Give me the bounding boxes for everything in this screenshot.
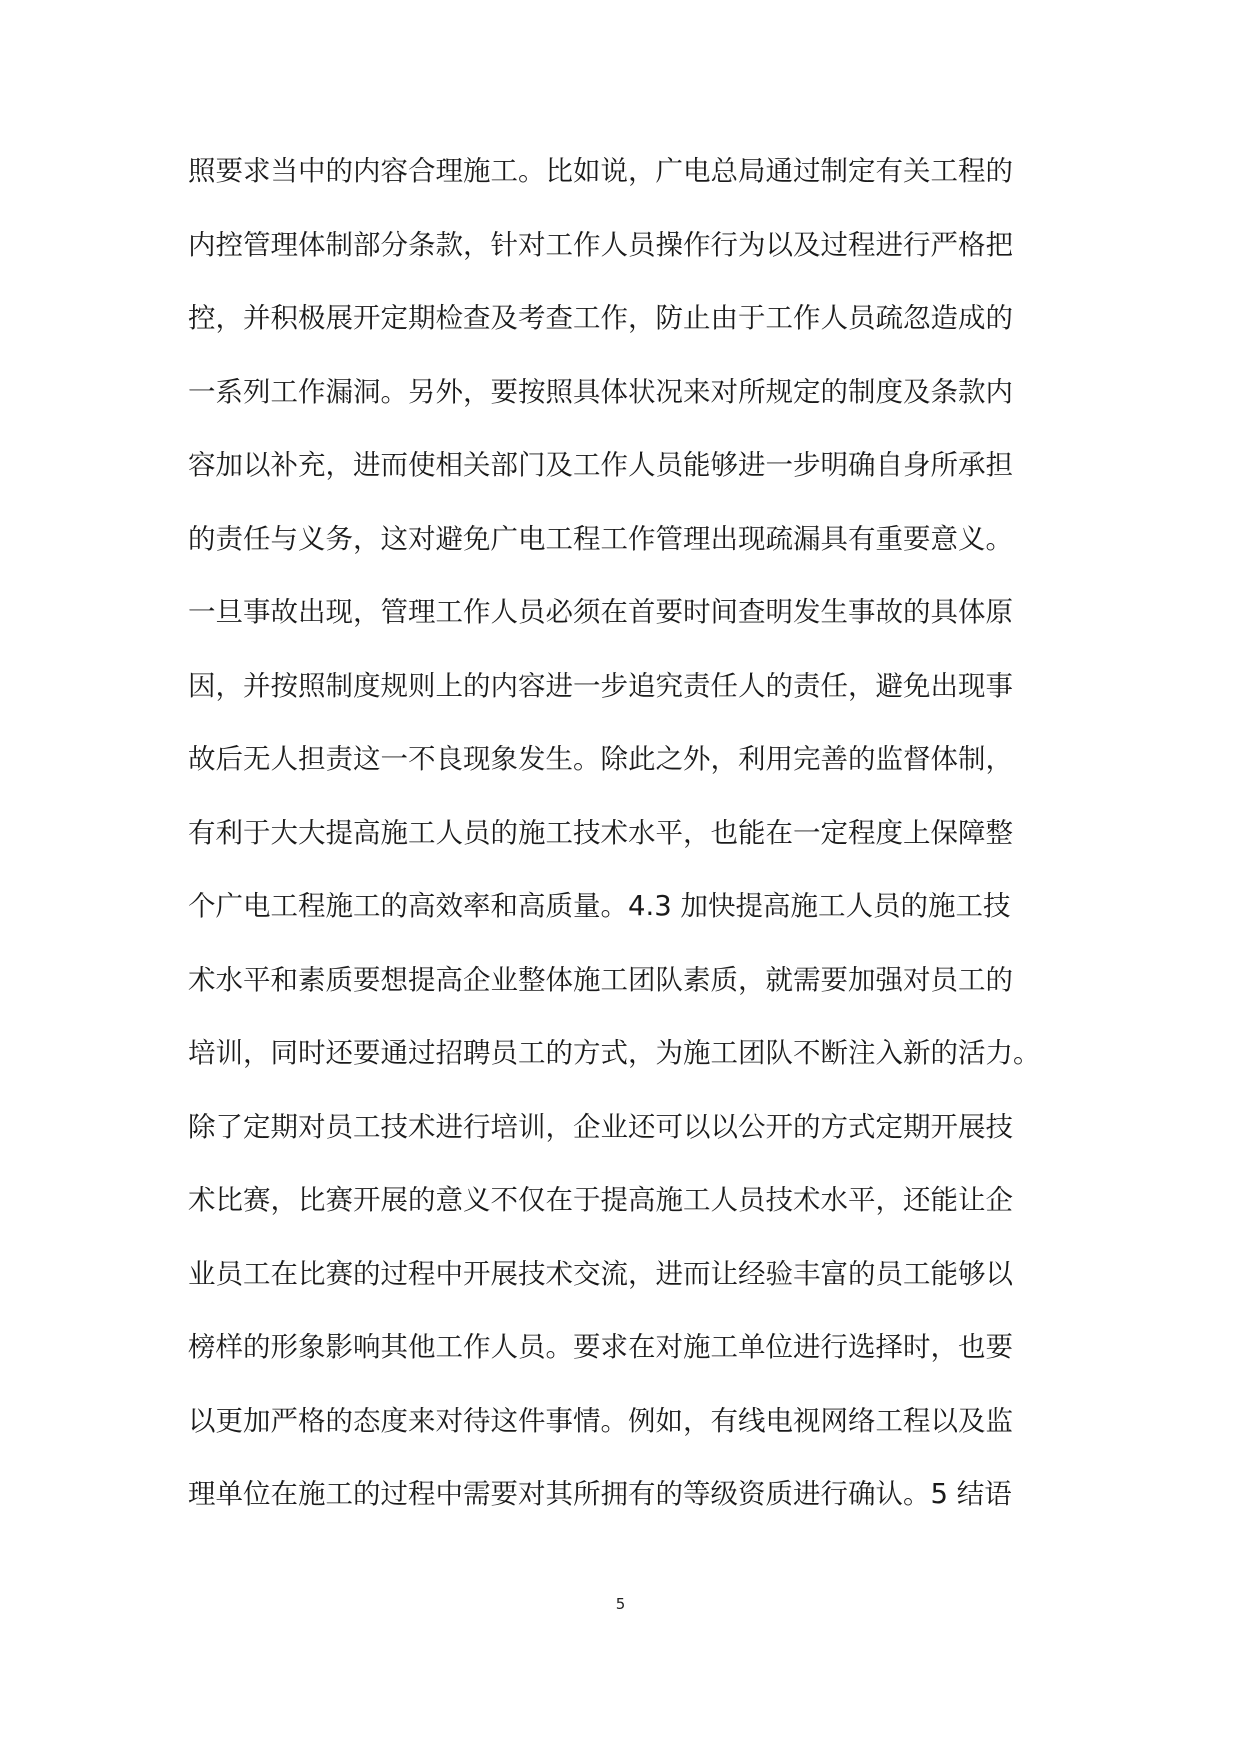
text-line: 以更加严格的态度来对待这件事情。例如，有线电视网络工程以及监 [188, 1404, 1013, 1437]
text-line: 容加以补充，进而使相关部门及工作人员能够进一步明确自身所承担 [188, 449, 1013, 481]
text-line: 术比赛，比赛开展的意义不仅在于提高施工人员技术水平，还能让企 [188, 1184, 1013, 1216]
text-line: 一系列工作漏洞。另外，要按照具体状况来对所规定的制度及条款内 [188, 375, 1013, 408]
page-number: 5 [615, 1595, 626, 1613]
text-line: 理单位在施工的过程中需要对其所拥有的等级资质进行确认。5 结语 [188, 1478, 1012, 1510]
text-line: 术水平和素质要想提高企业整体施工团队素质，就需要加强对员工的 [188, 963, 1013, 996]
text-line: 除了定期对员工技术进行培训，企业还可以以公开的方式定期开展技 [188, 1110, 1013, 1143]
text-line: 培训，同时还要通过招聘员工的方式，为施工团队不断注入新的活力。 [188, 1037, 1041, 1069]
text-line: 因，并按照制度规则上的内容进一步追究责任人的责任，避免出现事 [188, 669, 1013, 702]
text-line: 个广电工程施工的高效率和高质量。4.3 加快提高施工人员的施工技 [188, 890, 1011, 922]
text-line: 业员工在比赛的过程中开展技术交流，进而让经验丰富的员工能够以 [188, 1257, 1013, 1290]
body-text [188, 145, 1068, 1542]
text-line: 照要求当中的内容合理施工。比如说，广电总局通过制定有关工程的 [188, 155, 1013, 187]
text-line: 一旦事故出现，管理工作人员必须在首要时间查明发生事故的具体原 [188, 596, 1013, 628]
text-line: 故后无人担责这一不良现象发生。除此之外，利用完善的监督体制， [188, 743, 1013, 775]
text-line: 榜样的形象影响其他工作人员。要求在对施工单位进行选择时，也要 [188, 1331, 1013, 1363]
text-line: 有利于大大提高施工人员的施工技术水平，也能在一定程度上保障整 [188, 816, 1013, 849]
text-line: 控，并积极展开定期检查及考查工作，防止由于工作人员疏忽造成的 [188, 302, 1013, 334]
text-line: 内控管理体制部分条款，针对工作人员操作行为以及过程进行严格把 [188, 228, 1013, 261]
text-line: 的责任与义务，这对避免广电工程工作管理出现疏漏具有重要意义。 [188, 522, 1013, 555]
